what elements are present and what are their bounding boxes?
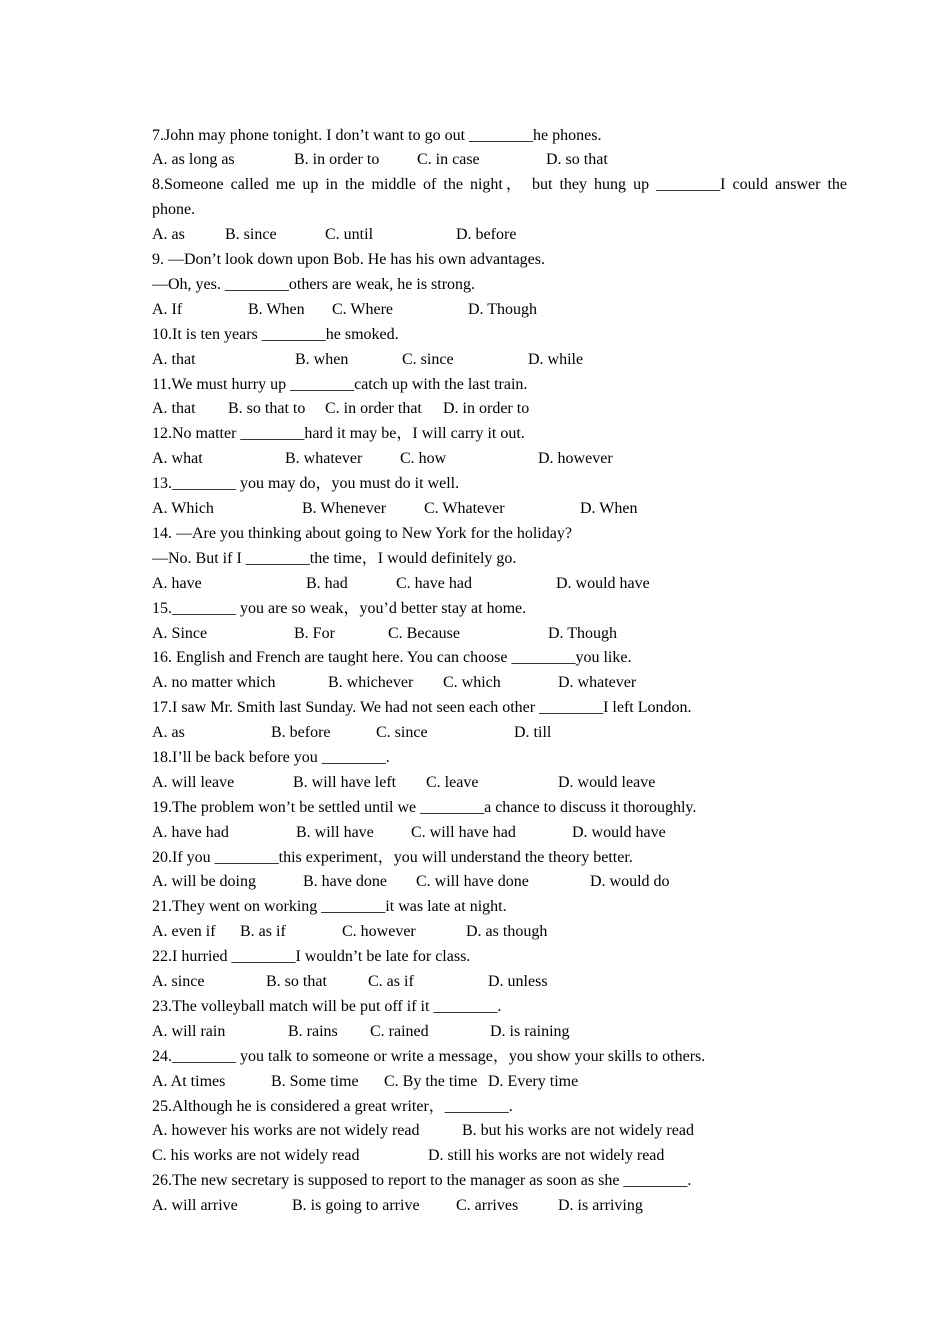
question-19-options bbox=[152, 821, 847, 846]
option-b: B. have done bbox=[303, 873, 387, 891]
question-25-stem: 25.Although he is considered a great writer，________. bbox=[152, 1097, 513, 1115]
option-b: B. When bbox=[248, 300, 305, 318]
question-14-options bbox=[152, 572, 847, 597]
question-10-stem: 10.It is ten years ________he smoked. bbox=[152, 325, 399, 343]
option-a: A. no matter which bbox=[152, 674, 276, 692]
option-b: B. as if bbox=[240, 923, 286, 941]
option-d: D. Though bbox=[468, 300, 538, 318]
option-a: A. At times bbox=[152, 1072, 226, 1090]
option-b: B. but his works are not widely read bbox=[462, 1122, 694, 1140]
question-24-stem: 24.________ you talk to someone or write a message，you show your skills to others. bbox=[152, 1047, 706, 1065]
option-d: D. would leave bbox=[558, 773, 656, 791]
option-b: B. whichever bbox=[328, 674, 414, 692]
option-a: A. have bbox=[152, 574, 202, 592]
question-17-stem: 17.I saw Mr. Smith last Sunday. We had not seen each other ________I left London. bbox=[152, 699, 692, 717]
option-a: A. what bbox=[152, 450, 203, 468]
option-d: D. as though bbox=[466, 923, 548, 941]
question-9-stem-reply: —Oh, yes. ________others are weak, he is strong. bbox=[152, 275, 476, 293]
option-a: A. Which bbox=[152, 500, 214, 517]
question-21-options bbox=[152, 920, 847, 945]
question-9-stem: 9. —Don’t look down upon Bob. He has his own advantages. bbox=[152, 251, 545, 268]
option-d: D. Though bbox=[548, 624, 618, 642]
option-d: D. so that bbox=[546, 151, 608, 169]
option-a: A. will arrive bbox=[152, 1197, 238, 1215]
option-d: D. while bbox=[528, 350, 584, 368]
option-d: D. before bbox=[456, 226, 517, 244]
question-19-stem: 19.The problem won’t be settled until we ________a chance to discuss it thoroughly. bbox=[152, 798, 697, 816]
question-20-options bbox=[152, 870, 847, 895]
option-c: C. in case bbox=[417, 151, 480, 169]
option-c: C. By the time bbox=[384, 1072, 478, 1090]
option-a: A. Since bbox=[152, 624, 208, 642]
option-a: A. that bbox=[152, 350, 196, 368]
question-15-options bbox=[152, 622, 847, 647]
option-a: A. as long as bbox=[152, 151, 235, 169]
option-c: C. Because bbox=[388, 624, 460, 642]
question-8-stem: 8.Someone called me up in the middle of the night， but they hung up ________I could answer the bbox=[152, 176, 847, 194]
option-c: C. Whatever bbox=[424, 500, 505, 517]
option-c: C. however bbox=[342, 923, 416, 941]
question-14-stem: 14. —Are you thinking about going to New York for the holiday? bbox=[152, 524, 572, 542]
question-10-options bbox=[152, 348, 847, 373]
question-22-options bbox=[152, 970, 847, 995]
option-c: C. rained bbox=[370, 1022, 429, 1040]
option-c: C. leave bbox=[426, 773, 479, 791]
option-c: C. his works are not widely read bbox=[152, 1147, 360, 1165]
question-23-options bbox=[152, 1020, 847, 1045]
option-c: C. will have had bbox=[411, 823, 516, 841]
option-b: B. had bbox=[306, 574, 348, 592]
option-c: C. since bbox=[402, 350, 454, 368]
option-c: C. arrives bbox=[456, 1197, 519, 1215]
option-a: A. If bbox=[152, 300, 183, 318]
option-c: C. since bbox=[376, 724, 428, 742]
option-d: D. When bbox=[580, 500, 638, 517]
option-c: C. as if bbox=[368, 973, 414, 991]
option-c: C. will have done bbox=[416, 873, 529, 891]
question-26-options bbox=[152, 1194, 847, 1219]
option-d: D. would have bbox=[572, 823, 666, 841]
question-25-options-cd bbox=[152, 1144, 847, 1169]
option-d: D. however bbox=[538, 450, 613, 468]
option-d: D. in order to bbox=[443, 400, 530, 418]
question-11-options bbox=[152, 397, 847, 422]
option-b: B. so that to bbox=[228, 400, 306, 418]
option-b: B. so that bbox=[266, 973, 327, 991]
question-8-options bbox=[152, 223, 847, 248]
question-15-stem: 15.________ you are so weak，you’d better stay at home. bbox=[152, 599, 527, 617]
option-d: D. unless bbox=[488, 973, 548, 991]
question-12-options bbox=[152, 447, 847, 472]
question-16-options bbox=[152, 671, 847, 696]
option-a: A. that bbox=[152, 400, 196, 418]
question-14-stem-reply: —No. But if I ________the time，I would definitely go. bbox=[152, 549, 517, 567]
option-b: B. before bbox=[271, 724, 331, 742]
option-c: C. Where bbox=[332, 300, 394, 318]
option-a: A. as bbox=[152, 724, 185, 742]
option-b: B. in order to bbox=[294, 151, 380, 169]
option-c: C. which bbox=[443, 674, 501, 692]
option-b: B. rains bbox=[288, 1022, 338, 1040]
option-a: A. however his works are not widely read bbox=[152, 1122, 420, 1140]
option-d: D. whatever bbox=[558, 674, 637, 692]
question-26-stem: 26.The new secretary is supposed to report to the manager as soon as she ________. bbox=[152, 1172, 692, 1190]
question-21-stem: 21.They went on working ________it was late at night. bbox=[152, 898, 507, 916]
option-d: D. would have bbox=[556, 574, 650, 592]
option-b: B. will have left bbox=[293, 773, 397, 791]
option-b: B. Some time bbox=[271, 1072, 359, 1090]
option-b: B. since bbox=[225, 226, 277, 244]
option-d: D. would do bbox=[590, 873, 670, 891]
option-d: D. Every time bbox=[488, 1072, 579, 1090]
question-7-stem: 7.John may phone tonight. I don’t want to go out ________he phones. bbox=[152, 126, 602, 144]
option-a: A. as bbox=[152, 226, 185, 244]
option-c: C. until bbox=[325, 226, 374, 244]
question-7-options bbox=[152, 148, 847, 173]
option-a: A. will rain bbox=[152, 1022, 226, 1040]
question-17-options bbox=[152, 721, 847, 746]
option-d: D. is arriving bbox=[558, 1197, 643, 1215]
question-13-stem: 13.________ you may do，you must do it well. bbox=[152, 475, 460, 493]
question-16-stem: 16. English and French are taught here. You can choose ________you like. bbox=[152, 649, 632, 667]
question-23-stem: 23.The volleyball match will be put off if it ________. bbox=[152, 997, 502, 1015]
question-22-stem: 22.I hurried ________I wouldn’t be late for class. bbox=[152, 948, 471, 966]
question-24-options bbox=[152, 1070, 847, 1095]
option-b: B. when bbox=[295, 350, 349, 368]
question-8-stem-continued: phone. bbox=[152, 201, 196, 219]
question-13-options bbox=[152, 497, 847, 522]
option-a: A. will leave bbox=[152, 773, 235, 791]
option-d: D. till bbox=[514, 724, 552, 742]
option-c: C. how bbox=[400, 450, 447, 468]
question-18-options bbox=[152, 771, 847, 796]
question-9-options bbox=[152, 298, 847, 323]
question-25-options-ab bbox=[152, 1119, 847, 1144]
question-18-stem: 18.I’ll be back before you ________. bbox=[152, 748, 390, 766]
question-20-stem: 20.If you ________this experiment，you will understand the theory better. bbox=[152, 848, 633, 866]
option-b: B. will have bbox=[296, 823, 374, 841]
option-a: A. even if bbox=[152, 923, 216, 941]
option-a: A. will be doing bbox=[152, 873, 256, 891]
option-c: C. in order that bbox=[325, 400, 422, 418]
option-b: B. Whenever bbox=[302, 500, 387, 517]
option-b: B. For bbox=[294, 624, 335, 642]
option-a: A. have had bbox=[152, 823, 229, 841]
question-list bbox=[152, 124, 847, 1220]
option-a: A. since bbox=[152, 973, 205, 991]
option-c: C. have had bbox=[396, 574, 472, 592]
option-d: D. still his works are not widely read bbox=[428, 1147, 665, 1165]
option-b: B. is going to arrive bbox=[292, 1197, 420, 1215]
question-11-stem: 11.We must hurry up ________catch up with the last train. bbox=[152, 375, 528, 393]
option-d: D. is raining bbox=[490, 1022, 570, 1040]
option-b: B. whatever bbox=[285, 450, 363, 468]
question-12-stem: 12.No matter ________hard it may be，I will carry it out. bbox=[152, 425, 525, 443]
